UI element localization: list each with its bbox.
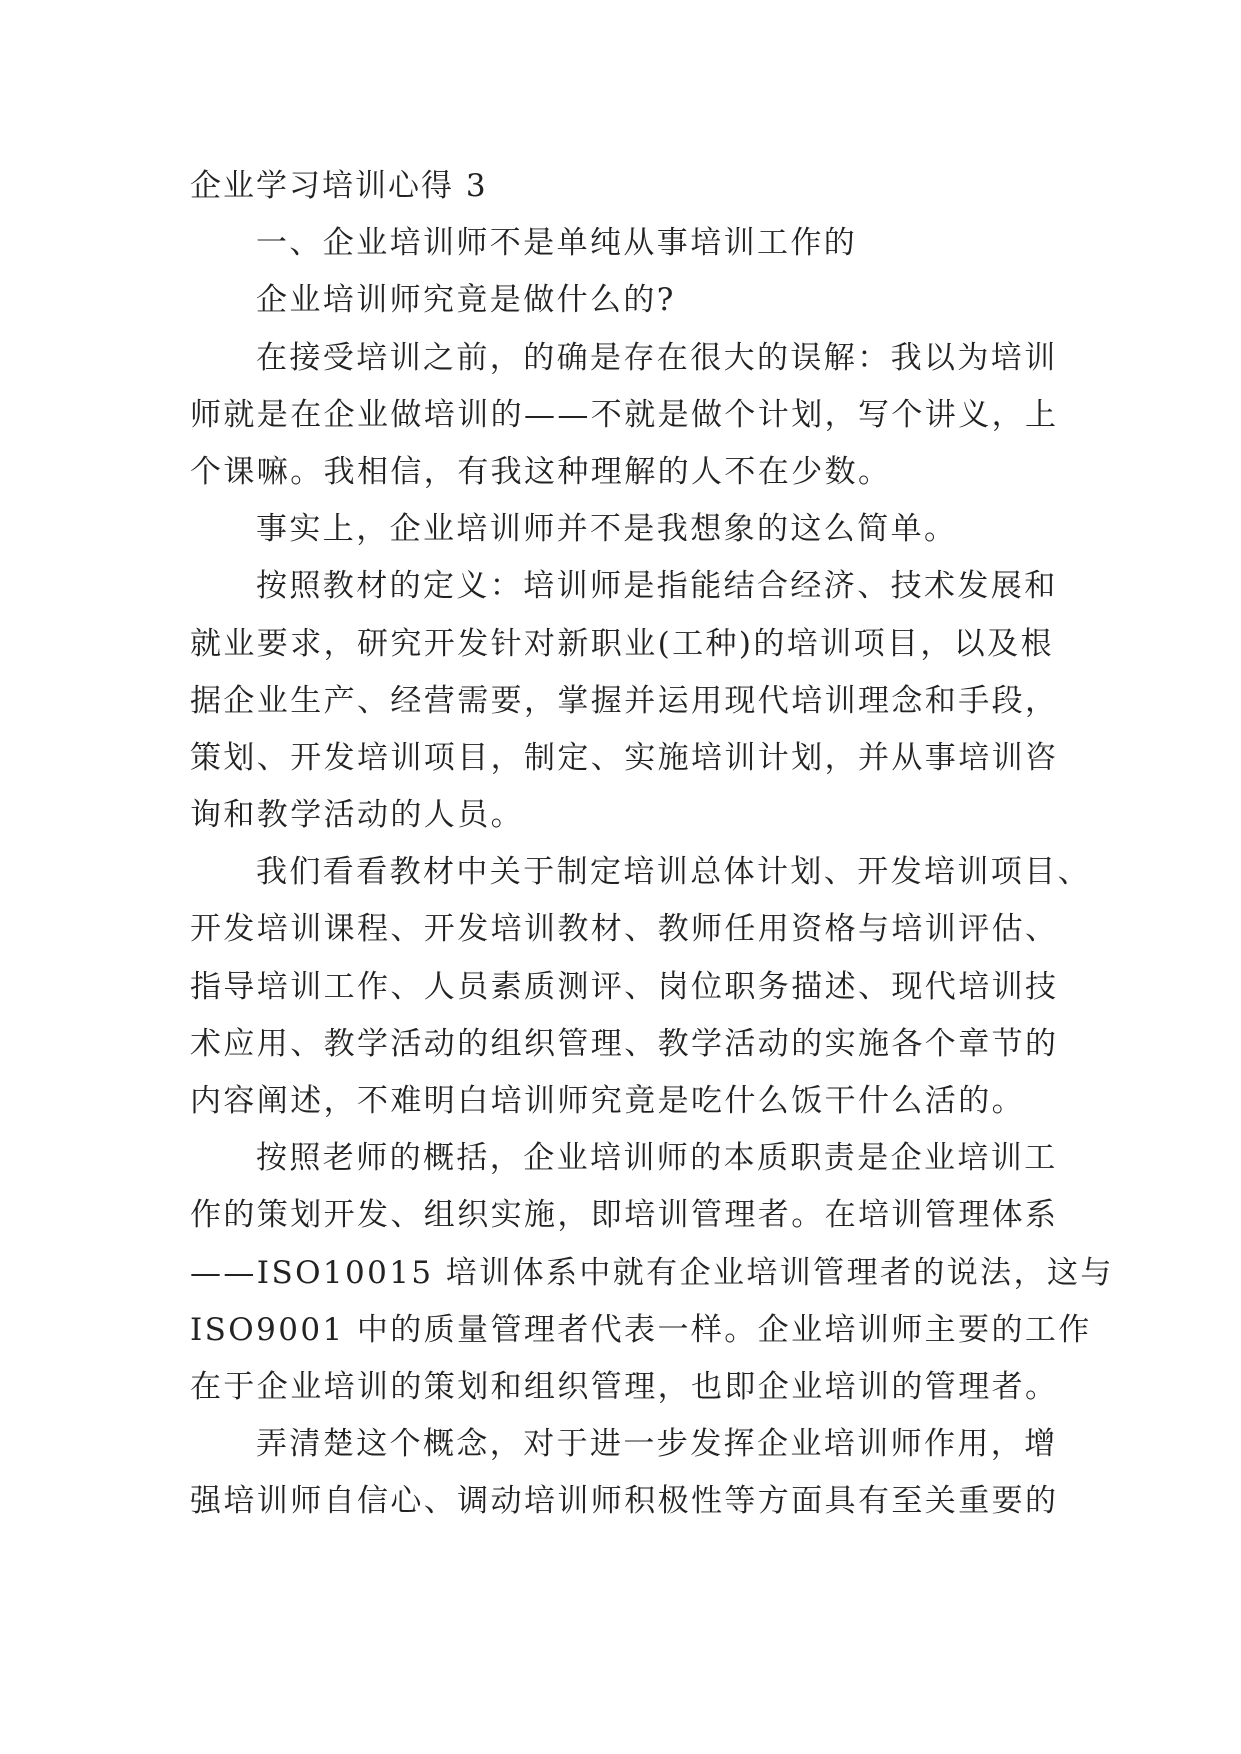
text-line: 一、企业培训师不是单纯从事培训工作的 (256, 225, 858, 262)
document-title: 企业学习培训心得 3 (190, 168, 488, 204)
text-line: 强培训师自信心、调动培训师积极性等方面具有至关重要的 (190, 1483, 1059, 1520)
text-line: 事实上，企业培训师并不是我想象的这么简单。 (256, 511, 958, 548)
text-line: 指导培训工作、人员素质测评、岗位职务描述、现代培训技 (190, 968, 1059, 1005)
text-line: ——ISO10015 培训体系中就有企业培训管理者的说法，这与 (190, 1254, 1114, 1291)
text-line: 策划、开发培训项目，制定、实施培训计划，并从事培训咨 (190, 739, 1059, 776)
text-line: 个课嘛。我相信，有我这种理解的人不在少数。 (190, 453, 892, 490)
text-line: 师就是在企业做培训的——不就是做个计划，写个讲义，上 (190, 396, 1059, 433)
text-line: 企业培训师究竟是做什么的? (256, 282, 676, 319)
text-line: 弄清楚这个概念，对于进一步发挥企业培训师作用，增 (256, 1426, 1058, 1463)
text-line: 我们看看教材中关于制定培训总体计划、开发培训项目、 (256, 854, 1091, 891)
text-line: 开发培训课程、开发培训教材、教师任用资格与培训评估、 (190, 911, 1059, 948)
text-line: 询和教学活动的人员。 (190, 797, 524, 834)
text-line: 在接受培训之前，的确是存在很大的误解：我以为培训 (256, 339, 1058, 376)
document-body (190, 158, 1114, 1531)
text-line: 术应用、教学活动的组织管理、教学活动的实施各个章节的 (190, 1025, 1059, 1062)
text-line: ISO9001 中的质量管理者代表一样。企业培训师主要的工作 (190, 1311, 1092, 1348)
text-line: 按照教材的定义：培训师是指能结合经济、技术发展和 (256, 568, 1058, 605)
text-line: 按照老师的概括，企业培训师的本质职责是企业培训工 (256, 1140, 1058, 1177)
text-line: 据企业生产、经营需要，掌握并运用现代培训理念和手段， (190, 682, 1059, 719)
text-line: 作的策划开发、组织实施，即培训管理者。在培训管理体系 (190, 1197, 1059, 1234)
text-line: 内容阐述，不难明白培训师究竟是吃什么饭干什么活的。 (190, 1083, 1025, 1119)
text-line: 在于企业培训的策划和组织管理，也即企业培训的管理者。 (190, 1368, 1059, 1405)
text-line: 就业要求，研究开发针对新职业(工种)的培训项目，以及根 (190, 625, 1054, 662)
